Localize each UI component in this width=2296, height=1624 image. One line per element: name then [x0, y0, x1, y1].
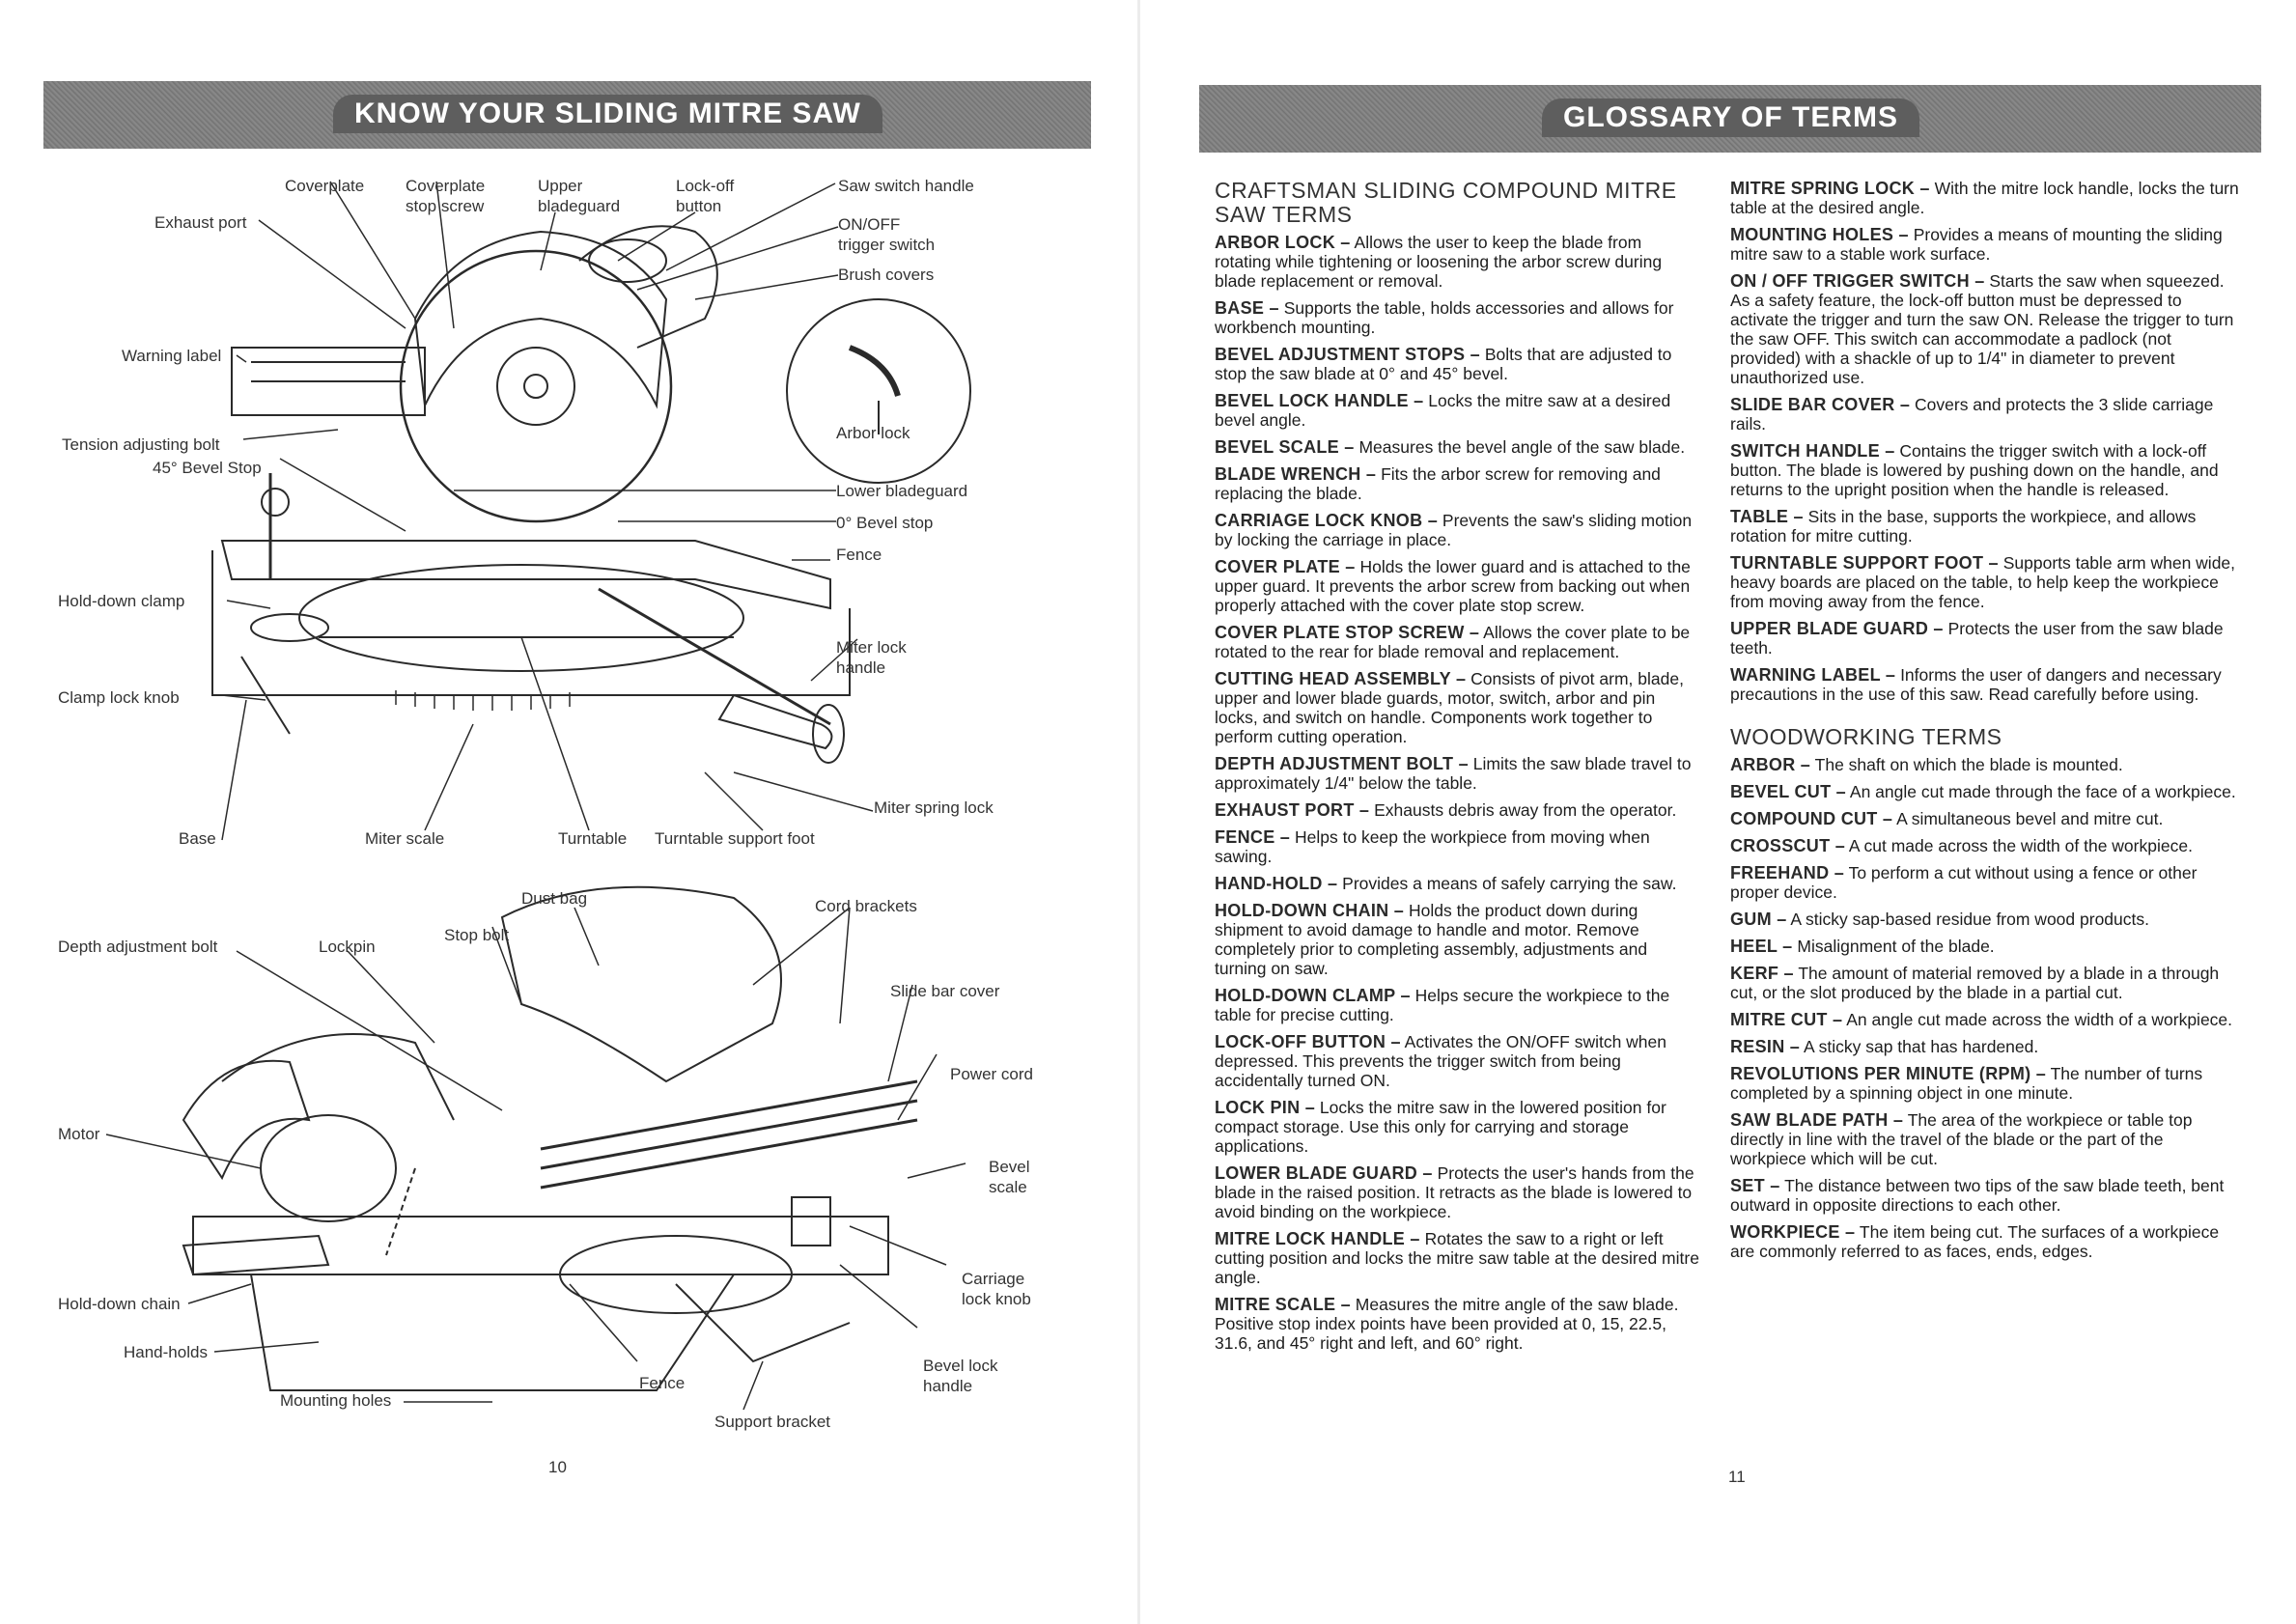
term-definition: To perform a cut without using a fence or other proper device.: [1730, 863, 2198, 902]
term-name: MITRE CUT –: [1730, 1010, 1843, 1029]
label-fence-top: Fence: [836, 546, 882, 564]
label-bevel-lock-handle: Bevel lock handle: [923, 1357, 998, 1395]
term-name: RESIN –: [1730, 1037, 1801, 1056]
label-tension-bolt: Tension adjusting bolt: [62, 435, 220, 454]
term-definition: Protects the user from the saw blade teeth.: [1730, 619, 2224, 658]
woodworking-terms-list: [1730, 755, 2242, 1261]
term-definition: The number of turns completed by a spinning object in one minute.: [1730, 1064, 2203, 1103]
term-name: COVER PLATE –: [1215, 557, 1356, 576]
glossary-term: [1215, 233, 1702, 291]
label-bevel-scale: Bevel scale: [989, 1158, 1030, 1196]
glossary-term: [1215, 557, 1702, 615]
glossary-term: [1730, 910, 2242, 929]
label-support-bracket: Support bracket: [714, 1413, 831, 1431]
term-name: BEVEL SCALE –: [1215, 437, 1355, 457]
term-name: BLADE WRENCH –: [1215, 464, 1377, 484]
label-turntable: Turntable: [558, 829, 628, 848]
term-name: MITRE LOCK HANDLE –: [1215, 1229, 1420, 1248]
term-definition: The item being cut. The surfaces of a workpiece are commonly referred to as faces, ends, edges.: [1730, 1222, 2220, 1261]
label-hand-holds: Hand-holds: [124, 1343, 208, 1361]
term-definition: An angle cut made across the width of a workpiece.: [1846, 1010, 2233, 1029]
term-definition: Provides a means of safely carrying the saw.: [1342, 874, 1677, 893]
term-definition: Sits in the base, supports the workpiece, and allows rotation for mitre cutting.: [1730, 507, 2197, 546]
glossary-term: [1730, 395, 2242, 434]
glossary-term: [1215, 669, 1702, 746]
label-stop-bolt: Stop bolt: [444, 926, 510, 944]
glossary-term: [1730, 225, 2242, 264]
label-lower-bladeguard: Lower bladeguard: [836, 482, 968, 500]
glossary-term: [1730, 937, 2242, 956]
glossary-term: [1215, 827, 1702, 866]
term-name: DEPTH ADJUSTMENT BOLT –: [1215, 754, 1469, 773]
term-name: LOCK PIN –: [1215, 1098, 1316, 1117]
term-name: ARBOR LOCK –: [1215, 233, 1351, 252]
term-definition: Allows the cover plate to be rotated to the rear for blade removal and replacement.: [1215, 623, 1691, 661]
term-definition: Allows the user to keep the blade from rotating while tightening or loosening the arbor screw during blade replacement or removal.: [1215, 233, 1663, 291]
glossary-term: [1215, 1098, 1702, 1156]
term-name: LOCK-OFF BUTTON –: [1215, 1032, 1401, 1051]
term-name: MITRE SPRING LOCK –: [1730, 179, 1930, 198]
label-clamp-lock-knob: Clamp lock knob: [58, 688, 180, 707]
term-definition: Bolts that are adjusted to stop the saw blade at 0° and 45° bevel.: [1215, 345, 1672, 383]
term-definition: Helps secure the workpiece to the table for precise cutting.: [1215, 986, 1670, 1024]
right-page-number: 11: [1728, 1468, 1746, 1486]
glossary-term: [1215, 874, 1702, 893]
term-definition: Fits the arbor screw for removing and replacing the blade.: [1215, 464, 1661, 503]
glossary-term: [1730, 553, 2242, 611]
right-page-title: GLOSSARY OF TERMS: [1542, 98, 1919, 137]
left-page-number: 10: [548, 1458, 567, 1476]
label-warning-label: Warning label: [122, 347, 222, 365]
label-miter-lock-handle: Miter lock handle: [836, 638, 907, 677]
term-name: SET –: [1730, 1176, 1780, 1195]
glossary-term: [1215, 901, 1702, 978]
label-coverplate-stop-screw: Coverplate stop screw: [406, 177, 486, 215]
term-definition: Holds the product down during shipment to avoid damage to handle and motor. Remove completely prior to completing assembly, adjustments and turning on saw.: [1215, 901, 1648, 978]
term-name: EXHAUST PORT –: [1215, 800, 1370, 820]
label-miter-spring-lock: Miter spring lock: [874, 798, 994, 817]
term-definition: Provides a means of mounting the sliding mitre saw to a stable work surface.: [1730, 225, 2223, 264]
term-name: GUM –: [1730, 910, 1787, 929]
label-exhaust-port: Exhaust port: [154, 213, 247, 232]
glossary-term: [1730, 1064, 2242, 1103]
term-name: BEVEL LOCK HANDLE –: [1215, 391, 1424, 410]
glossary-term: [1730, 863, 2242, 902]
term-name: HEEL –: [1730, 937, 1793, 956]
label-0-bevel-stop: 0° Bevel stop: [836, 514, 934, 532]
term-definition: Measures the bevel angle of the saw blade.: [1358, 437, 1686, 457]
term-name: SAW BLADE PATH –: [1730, 1110, 1904, 1130]
term-name: ON / OFF TRIGGER SWITCH –: [1730, 271, 1985, 291]
term-definition: Starts the saw when squeezed. As a safety feature, the lock-off button must be depressed to activate the trigger and turn the saw ON. Release the trigger to turn the saw OFF. This switch can accommodate a padlock (not provided) with a shackle of up to 1/4" in diameter to prevent unauthorized use.: [1730, 271, 2234, 387]
glossary-term: [1730, 782, 2242, 801]
glossary-term: [1730, 1037, 2242, 1056]
label-hold-down-chain: Hold-down chain: [58, 1295, 181, 1313]
label-lock-off-button: Lock-off button: [676, 177, 735, 215]
term-name: HAND-HOLD –: [1215, 874, 1338, 893]
glossary-term: [1215, 1229, 1702, 1287]
term-definition: Prevents the saw's sliding motion by locking the carriage in place.: [1215, 511, 1693, 549]
term-definition: Consists of pivot arm, blade, upper and lower blade guards, motor, switch, arbor and pin locks, and switch on handle. Components work together to perform cutting operation.: [1215, 669, 1684, 746]
term-name: COVER PLATE STOP SCREW –: [1215, 623, 1480, 642]
glossary-term: [1215, 391, 1702, 430]
term-name: LOWER BLADE GUARD –: [1215, 1163, 1433, 1183]
glossary-term: [1730, 1110, 2242, 1168]
glossary-term: [1215, 800, 1702, 820]
term-definition: Activates the ON/OFF switch when depressed. This prevents the trigger switch from being accidentally turned ON.: [1215, 1032, 1667, 1090]
term-definition: A sticky sap that has hardened.: [1804, 1037, 2039, 1056]
label-carriage-lock-knob: Carriage lock knob: [962, 1270, 1031, 1308]
glossary-column-right: [1730, 179, 2242, 1269]
bottom-saw-illustration: [183, 887, 917, 1390]
glossary-term: [1215, 1163, 1702, 1221]
label-base: Base: [179, 829, 216, 848]
label-upper-bladeguard: Upper bladeguard: [538, 177, 621, 215]
right-title-banner: [1199, 85, 2261, 153]
term-name: SLIDE BAR COVER –: [1730, 395, 1911, 414]
glossary-term: [1730, 1222, 2242, 1261]
term-name: BASE –: [1215, 298, 1279, 318]
glossary-term: [1730, 809, 2242, 828]
term-name: BEVEL ADJUSTMENT STOPS –: [1215, 345, 1480, 364]
term-name: MOUNTING HOLES –: [1730, 225, 1909, 244]
right-page: [1139, 0, 2296, 1624]
term-definition: Supports table arm when wide, heavy boards are placed on the table, to help keep the workpiece from moving away from the fence.: [1730, 553, 2236, 611]
glossary-term: [1730, 1010, 2242, 1029]
label-lockpin: Lockpin: [319, 938, 376, 956]
term-name: SWITCH HANDLE –: [1730, 441, 1895, 461]
glossary-term: [1215, 345, 1702, 383]
glossary-term: [1215, 1295, 1702, 1353]
term-definition: An angle cut made through the face of a workpiece.: [1849, 782, 2236, 801]
label-fence-bottom: Fence: [639, 1374, 686, 1392]
glossary-term: [1730, 1176, 2242, 1215]
term-definition: Misalignment of the blade.: [1797, 937, 1995, 956]
term-definition: The area of the workpiece or table top directly in line with the travel of the blade or the part of the workpiece which will be cut.: [1730, 1110, 2193, 1168]
term-definition: Supports the table, holds accessories and allows for workbench mounting.: [1215, 298, 1674, 337]
term-definition: Covers and protects the 3 slide carriage rails.: [1730, 395, 2214, 434]
glossary-term: [1730, 507, 2242, 546]
label-arbor-lock: Arbor lock: [836, 424, 910, 442]
glossary-term: [1730, 271, 2242, 387]
term-definition: Informs the user of dangers and necessary precautions in the use of this saw. Read carefully before using.: [1730, 665, 2222, 704]
left-page: [0, 0, 1139, 1624]
term-name: TURNTABLE SUPPORT FOOT –: [1730, 553, 1999, 573]
term-name: ARBOR –: [1730, 755, 1811, 774]
term-name: HOLD-DOWN CLAMP –: [1215, 986, 1411, 1005]
glossary-term: [1730, 755, 2242, 774]
term-name: CUTTING HEAD ASSEMBLY –: [1215, 669, 1467, 688]
label-power-cord: Power cord: [950, 1065, 1033, 1083]
term-definition: A simultaneous bevel and mitre cut.: [1896, 809, 2164, 828]
label-mounting-holes: Mounting holes: [280, 1391, 392, 1410]
term-definition: Helps to keep the workpiece from moving when sawing.: [1215, 827, 1650, 866]
term-name: FENCE –: [1215, 827, 1291, 847]
term-definition: Locks the mitre saw in the lowered position for compact storage. Use this only for carrying and storage applications.: [1215, 1098, 1666, 1156]
term-name: WORKPIECE –: [1730, 1222, 1856, 1242]
label-miter-scale: Miter scale: [365, 829, 445, 848]
term-definition: The amount of material removed by a blade in a through cut, or the slot produced by the blade in a partial cut.: [1730, 964, 2220, 1002]
glossary-term: [1215, 986, 1702, 1024]
term-name: TABLE –: [1730, 507, 1804, 526]
term-name: CROSSCUT –: [1730, 836, 1846, 855]
term-definition: The distance between two tips of the saw blade teeth, bent outward in opposite directions to each other.: [1730, 1176, 2225, 1215]
term-definition: Locks the mitre saw at a desired bevel angle.: [1215, 391, 1671, 430]
term-name: UPPER BLADE GUARD –: [1730, 619, 1944, 638]
term-definition: Measures the mitre angle of the saw blade. Positive stop index points have been provided at 0, 15, 22.5, 31.6, and 45° right and left, and 60° right.: [1215, 1295, 1679, 1353]
term-name: KERF –: [1730, 964, 1794, 983]
term-definition: Exhausts debris away from the operator.: [1374, 800, 1677, 820]
label-45-bevel-stop: 45° Bevel Stop: [153, 459, 262, 477]
left-page-title: KNOW YOUR SLIDING MITRE SAW: [333, 95, 882, 133]
label-hold-down-clamp: Hold-down clamp: [58, 592, 185, 610]
label-motor: Motor: [58, 1125, 100, 1143]
term-definition: Protects the user's hands from the blade in the raised position. It retracts as the blade is lowered to avoid binding on the workpiece.: [1215, 1163, 1694, 1221]
saw-terms-list-left: [1215, 233, 1702, 1353]
label-turntable-support-foot: Turntable support foot: [655, 829, 815, 848]
glossary-term: [1215, 1032, 1702, 1090]
glossary-term: [1730, 179, 2242, 217]
term-definition: Holds the lower guard and is attached to the upper guard. It prevents the arbor screw from backing out when properly attached with the cover plate stop screw.: [1215, 557, 1691, 615]
term-name: REVOLUTIONS PER MINUTE (RPM) –: [1730, 1064, 2047, 1083]
glossary-term: [1730, 964, 2242, 1002]
saw-terms-list-right: [1730, 179, 2242, 704]
term-name: WARNING LABEL –: [1730, 665, 1896, 685]
label-on-off-trigger: ON/OFF trigger switch: [838, 215, 936, 254]
glossary-term: [1215, 754, 1702, 793]
term-definition: Limits the saw blade travel to approximately 1/4" below the table.: [1215, 754, 1692, 793]
term-name: CARRIAGE LOCK KNOB –: [1215, 511, 1439, 530]
term-definition: A sticky sap-based residue from wood products.: [1790, 910, 2149, 929]
glossary-term: [1215, 464, 1702, 503]
label-coverplate: Coverplate: [285, 177, 365, 195]
left-title-banner: [43, 81, 1091, 149]
glossary-term: [1730, 665, 2242, 704]
glossary-term: [1215, 511, 1702, 549]
label-cord-brackets: Cord brackets: [815, 897, 917, 915]
glossary-column-left: [1215, 179, 1702, 1360]
label-depth-adjustment-bolt: Depth adjustment bolt: [58, 938, 218, 956]
glossary-term: [1730, 619, 2242, 658]
label-dust-bag: Dust bag: [521, 889, 588, 908]
glossary-term: [1215, 298, 1702, 337]
glossary-term: [1730, 441, 2242, 499]
woodworking-terms-heading: WOODWORKING TERMS: [1730, 724, 2002, 749]
term-name: COMPOUND CUT –: [1730, 809, 1893, 828]
label-brush-covers: Brush covers: [838, 266, 935, 284]
term-definition: Rotates the saw to a right or left cutting position and locks the mitre saw table at the desired mitre angle.: [1215, 1229, 1699, 1287]
saw-terms-heading: CRAFTSMAN SLIDING COMPOUND MITRE SAW TERMS: [1215, 178, 1677, 227]
term-name: MITRE SCALE –: [1215, 1295, 1351, 1314]
term-definition: With the mitre lock handle, locks the turn table at the desired angle.: [1730, 179, 2239, 217]
term-name: FREEHAND –: [1730, 863, 1845, 882]
term-definition: Contains the trigger switch with a lock-off button. The blade is lowered by pushing down on the handle, and returns to the upright position when the handle is released.: [1730, 441, 2219, 499]
term-definition: A cut made across the width of the workpiece.: [1848, 836, 2193, 855]
term-name: HOLD-DOWN CHAIN –: [1215, 901, 1405, 920]
glossary-term: [1215, 623, 1702, 661]
label-saw-switch-handle: Saw switch handle: [838, 177, 974, 195]
label-slide-bar-cover: Slide bar cover: [890, 982, 1000, 1000]
glossary-term: [1730, 836, 2242, 855]
glossary-term: [1215, 437, 1702, 457]
term-name: BEVEL CUT –: [1730, 782, 1846, 801]
term-definition: The shaft on which the blade is mounted.: [1814, 755, 2123, 774]
